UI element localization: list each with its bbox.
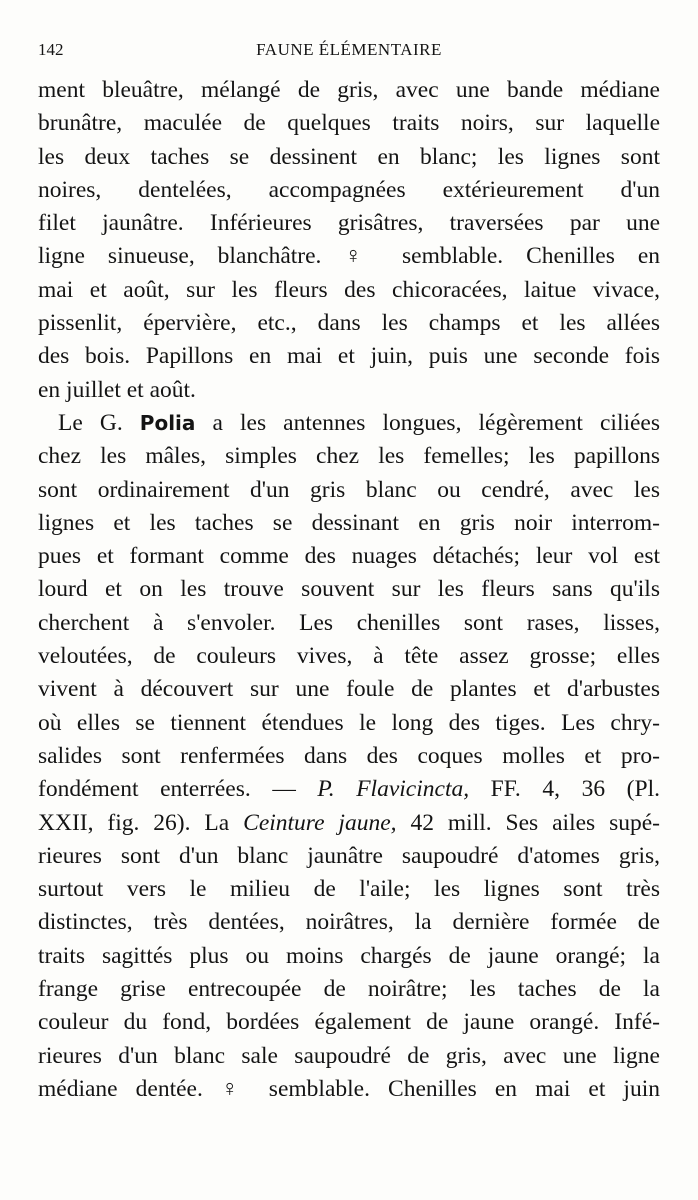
text-line	[38, 507, 660, 540]
text-run: pissenlit, épervière, etc., dans les champs et les allées	[38, 310, 660, 337]
text-line	[38, 740, 660, 773]
text-run: fondément enterrées. —	[38, 776, 318, 803]
text-run: médiane dentée. ♀ semblable. Chenilles en mai et juin	[38, 1075, 660, 1102]
text-run: XXII, fig. 26). La	[38, 809, 244, 836]
text-line	[38, 573, 660, 606]
text-line	[38, 274, 660, 307]
text-line	[38, 773, 660, 806]
text-line	[38, 340, 660, 373]
text-run: ligne sinueuse, blanchâtre. ♀ semblable. Chenilles en	[38, 243, 660, 270]
text-run: frange grise entrecoupée de noirâtre; les taches de la	[38, 976, 660, 1003]
text-line	[38, 307, 660, 340]
text-line	[38, 240, 660, 273]
italic-text: P. Flavicincta,	[317, 776, 470, 803]
text-line	[38, 1073, 660, 1106]
text-run: où elles se tiennent étendues le long des tiges. Les chry-	[38, 709, 660, 736]
text-line	[38, 407, 660, 440]
text-run: les deux taches se dessinent en blanc; les lignes sont	[38, 143, 660, 170]
text-run: surtout vers le milieu de l'aile; les lignes sont très	[38, 876, 660, 903]
text-run: cherchent à s'envoler. Les chenilles sont rases, lisses,	[38, 609, 660, 636]
text-line	[38, 807, 660, 840]
text-line	[38, 174, 660, 207]
text-run: couleur du fond, bordées également de jaune orangé. Infé-	[38, 1009, 660, 1036]
text-line	[38, 707, 660, 740]
text-run: veloutées, de couleurs vives, à tête assez grosse; elles	[38, 643, 660, 670]
text-line	[38, 474, 660, 507]
text-run: distinctes, très dentées, noirâtres, la dernière formée de	[38, 909, 660, 936]
text-run: filet jaunâtre. Inférieures grisâtres, traversées par une	[38, 210, 660, 237]
text-run: des bois. Papillons en mai et juin, puis une seconde fois	[38, 343, 660, 370]
text-run: chez les mâles, simples chez les femelles; les papillons	[38, 443, 660, 470]
text-line	[38, 540, 660, 573]
text-run: en juillet et août.	[38, 376, 196, 403]
text-run: rieures d'un blanc sale saupoudré de gris, avec une ligne	[38, 1042, 660, 1069]
text-line	[38, 973, 660, 1006]
text-run: ment bleuâtre, mélangé de gris, avec une bande médiane	[38, 77, 660, 103]
page-number: 142	[38, 40, 64, 59]
text-line	[38, 640, 660, 673]
text-line	[38, 374, 660, 407]
text-run: a les antennes longues, légèrement ciliées	[195, 409, 661, 436]
text-line	[38, 940, 660, 973]
text-run: mai et août, sur les fleurs des chicoracées, laitue vivace,	[38, 276, 660, 303]
text-line	[38, 906, 660, 939]
italic-text: Ceinture jaune,	[243, 809, 397, 836]
text-run: pues et formant comme des nuages détachés; leur vol est	[38, 543, 660, 570]
text-line	[38, 673, 660, 706]
text-line	[38, 873, 660, 906]
text-line	[38, 1040, 660, 1073]
text-line	[38, 107, 660, 140]
text-run: sont ordinairement d'un gris blanc ou cendré, avec les	[38, 476, 660, 503]
text-run: rieures sont d'un blanc jaunâtre saupoudré d'atomes gris,	[38, 842, 660, 869]
text-run: noires, dentelées, accompagnées extérieurement d'un	[38, 176, 660, 203]
text-line	[38, 1006, 660, 1039]
genus-name: Polia	[139, 410, 196, 435]
text-run: lourd et on les trouve souvent sur les fleurs sans qu'ils	[38, 576, 660, 603]
text-line	[38, 141, 660, 174]
text-run: 42 mill. Ses ailes supé-	[396, 809, 661, 836]
text-line	[38, 74, 660, 107]
text-run: salides sont renfermées dans des coques molles et pro-	[38, 742, 660, 769]
body-text	[38, 74, 660, 1106]
running-title: FAUNE ÉLÉMENTAIRE	[256, 40, 442, 59]
text-run: traits sagittés plus ou moins chargés de jaune orangé; la	[38, 942, 660, 969]
text-run: lignes et les taches se dessinant en gris noir interrom-	[38, 509, 660, 536]
text-line	[38, 207, 660, 240]
text-run: Le G.	[58, 409, 140, 436]
text-line	[38, 440, 660, 473]
text-run: vivent à découvert sur une foule de plantes et d'arbustes	[38, 676, 660, 703]
text-line	[38, 607, 660, 640]
page-header	[38, 40, 660, 64]
text-run: brunâtre, maculée de quelques traits noirs, sur laquelle	[38, 110, 660, 137]
text-run: FF. 4, 36 (Pl.	[469, 776, 660, 803]
text-line	[38, 840, 660, 873]
